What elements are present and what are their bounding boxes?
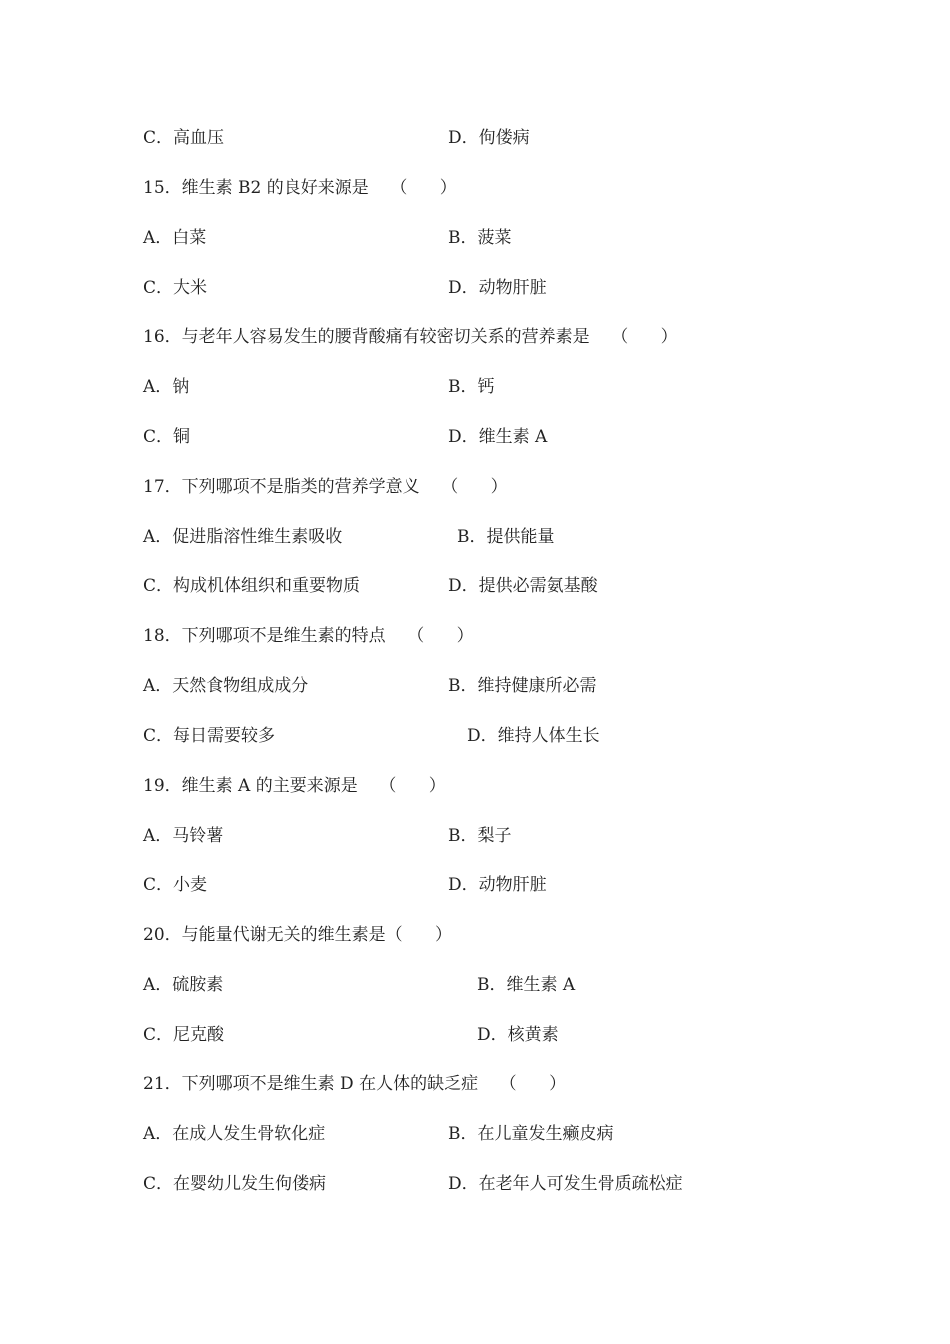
option-19-a: A．马铃薯 bbox=[143, 826, 224, 846]
option-16-d: D．维生素 A bbox=[448, 427, 548, 447]
option-15-b: B．菠菜 bbox=[448, 228, 512, 248]
option-17-a: A．促进脂溶性维生素吸收 bbox=[143, 527, 343, 547]
option-19-c: C．小麦 bbox=[143, 875, 208, 895]
option-21-d: D．在老年人可发生骨质疏松症 bbox=[448, 1174, 683, 1194]
option-18-b: B．维持健康所必需 bbox=[448, 676, 597, 696]
option-14-d: D．佝偻病 bbox=[448, 128, 530, 148]
option-19-b: B．梨子 bbox=[448, 826, 512, 846]
question-20-stem: 20．与能量代谢无关的维生素是（ ） bbox=[143, 925, 453, 945]
option-21-a: A．在成人发生骨软化症 bbox=[143, 1124, 326, 1144]
option-20-d: D．核黄素 bbox=[477, 1025, 559, 1045]
option-21-b: B．在儿童发生癞皮病 bbox=[448, 1124, 614, 1144]
option-21-c: C．在婴幼儿发生佝偻病 bbox=[143, 1174, 327, 1194]
option-15-a: A．白菜 bbox=[143, 228, 207, 248]
question-15-stem: 15．维生素 B2 的良好来源是 （ ） bbox=[143, 178, 457, 198]
question-18-stem: 18．下列哪项不是维生素的特点 （ ） bbox=[143, 626, 474, 646]
option-20-c: C．尼克酸 bbox=[143, 1025, 225, 1045]
question-19-stem: 19．维生素 A 的主要来源是 （ ） bbox=[143, 776, 446, 796]
option-20-b: B．维生素 A bbox=[477, 975, 576, 995]
option-14-c: C．高血压 bbox=[143, 128, 225, 148]
option-16-b: B．钙 bbox=[448, 377, 495, 397]
option-18-c: C．每日需要较多 bbox=[143, 726, 276, 746]
question-16-stem: 16．与老年人容易发生的腰背酸痛有较密切关系的营养素是 （ ） bbox=[143, 327, 678, 347]
option-19-d: D．动物肝脏 bbox=[448, 875, 547, 895]
question-21-stem: 21．下列哪项不是维生素 D 在人体的缺乏症 （ ） bbox=[143, 1074, 567, 1094]
option-15-c: C．大米 bbox=[143, 278, 208, 298]
option-17-c: C．构成机体组织和重要物质 bbox=[143, 576, 361, 596]
option-18-a: A．天然食物组成成分 bbox=[143, 676, 309, 696]
option-17-d: D．提供必需氨基酸 bbox=[448, 576, 598, 596]
option-16-c: C．铜 bbox=[143, 427, 191, 447]
question-17-stem: 17．下列哪项不是脂类的营养学意义 （ ） bbox=[143, 477, 508, 497]
option-18-d: D．维持人体生长 bbox=[467, 726, 600, 746]
option-20-a: A．硫胺素 bbox=[143, 975, 224, 995]
option-15-d: D．动物肝脏 bbox=[448, 278, 547, 298]
option-17-b: B．提供能量 bbox=[457, 527, 555, 547]
option-16-a: A．钠 bbox=[143, 377, 190, 397]
